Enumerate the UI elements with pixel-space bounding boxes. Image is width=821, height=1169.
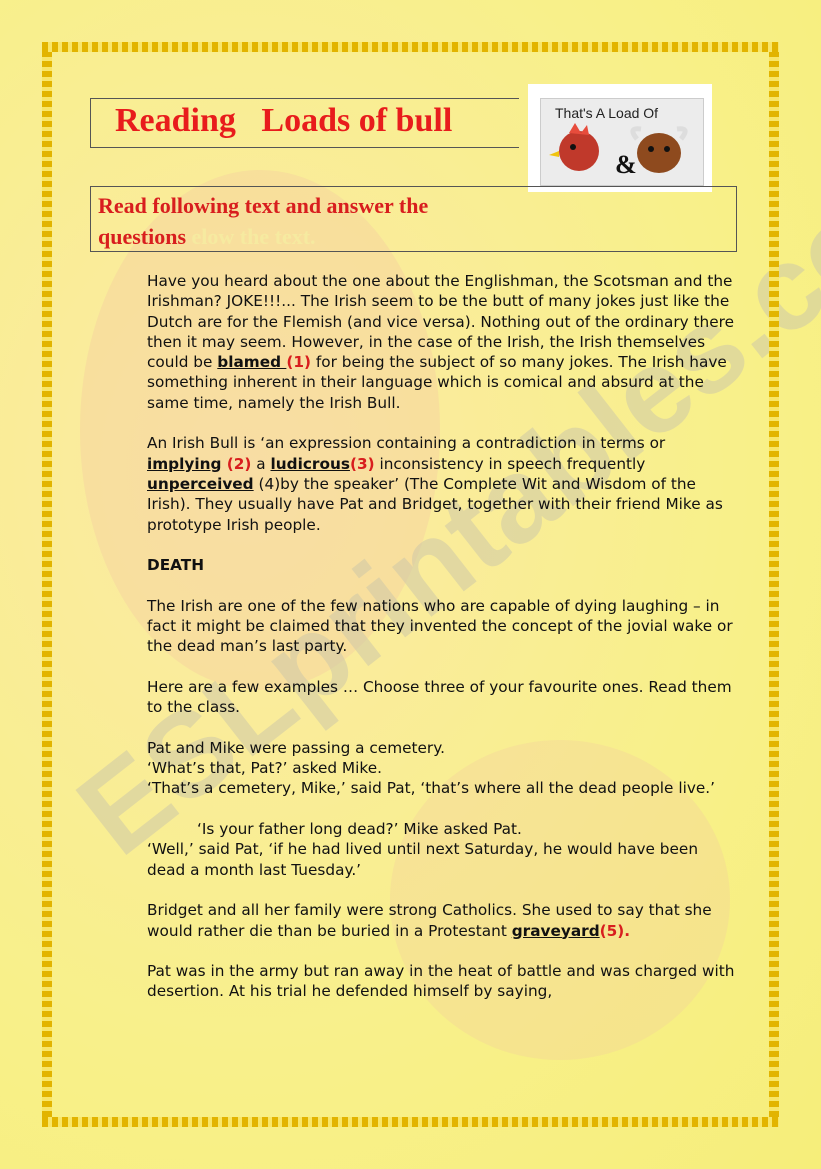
- instruction: [98, 190, 498, 252]
- text-run: for being the subject of so many jokes. The Irish have something inherent in their language which is comical and absurd at the same time, namely the Irish Bull.: [147, 353, 727, 412]
- joke-cemetery: [147, 738, 737, 799]
- text-line: ‘That’s a cemetery, Mike,’ said Pat, ‘that’s where all the dead people live.’: [147, 779, 716, 798]
- question-number: (3): [349, 454, 375, 473]
- joke-graveyard: [147, 900, 737, 941]
- logo-panel: [540, 98, 704, 186]
- keyword-ludicrous: ludicrous: [270, 454, 350, 473]
- question-number: (1): [286, 353, 312, 372]
- logo-ampersand: &: [615, 150, 637, 179]
- text-run: a: [251, 454, 271, 473]
- paragraph-death: The Irish are one of the few nations who are capable of dying laughing – in fact it might be claimed that they invented the concept of the jovial wake or the dead man’s last party.: [147, 596, 733, 656]
- reading-text: [147, 271, 737, 1022]
- text-line: ‘Is your father long dead?’ Mike asked Pat.: [197, 820, 522, 839]
- instruction-text: Read following text and answer the questions: [98, 193, 429, 249]
- logo: [528, 84, 712, 192]
- instruction-faded-text: elow the text.: [186, 224, 316, 249]
- section-heading: DEATH: [147, 556, 205, 575]
- keyword-unperceived: unperceived: [147, 474, 254, 493]
- joke-army: Pat was in the army but ran away in the heat of battle and was charged with desertion. At his trial he defended himself by saying,: [147, 962, 735, 1001]
- rooster-bull-icon: [541, 99, 703, 185]
- paragraph-examples: Here are a few examples … Choose three of your favourite ones. Read them to the class.: [147, 677, 732, 717]
- text-run: An Irish Bull is ‘an expression containing a contradiction in terms or: [147, 434, 666, 453]
- keyword-blamed: blamed: [217, 353, 287, 372]
- page-title: Reading Loads of bull: [115, 102, 453, 139]
- paragraph-intro: [147, 271, 737, 413]
- keyword-implying: implying: [147, 454, 222, 473]
- text-run: Have you heard about the one about the Englishman, the Scotsman and the Irishman? JOKE!!!... The Irish seem to be the butt of many jokes just like the Dutch are for the Flemish (and vice versa). Nothing out of the ordinary there then it may seem. However, in the case of the Irish, the Irish themselves could be: [147, 272, 735, 372]
- logo-text: That's A Load Of: [555, 105, 659, 121]
- joke-father: [147, 819, 737, 880]
- text-run: Bridget and all her family were strong Catholics. She used to say that she would rather die than be buried in a Protestant: [147, 901, 712, 940]
- paragraph-definition: [147, 433, 737, 534]
- text-run: (4)by the speaker’ (The Complete Wit and Wisdom of the Irish). They usually have Pat and Bridget, together with their friend Mike as prototype Irish people.: [147, 474, 723, 534]
- question-number: (2): [221, 454, 252, 473]
- question-number: (5).: [599, 921, 631, 940]
- text-run: inconsistency in speech frequently: [374, 454, 646, 473]
- text-line: ‘What’s that, Pat?’ asked Mike.: [147, 759, 382, 778]
- text-line: ‘Well,’ said Pat, ‘if he had lived until next Saturday, he would have been dead a month last Tuesday.’: [147, 840, 699, 879]
- text-line: Pat and Mike were passing a cemetery.: [147, 738, 445, 757]
- keyword-graveyard: graveyard: [511, 921, 600, 940]
